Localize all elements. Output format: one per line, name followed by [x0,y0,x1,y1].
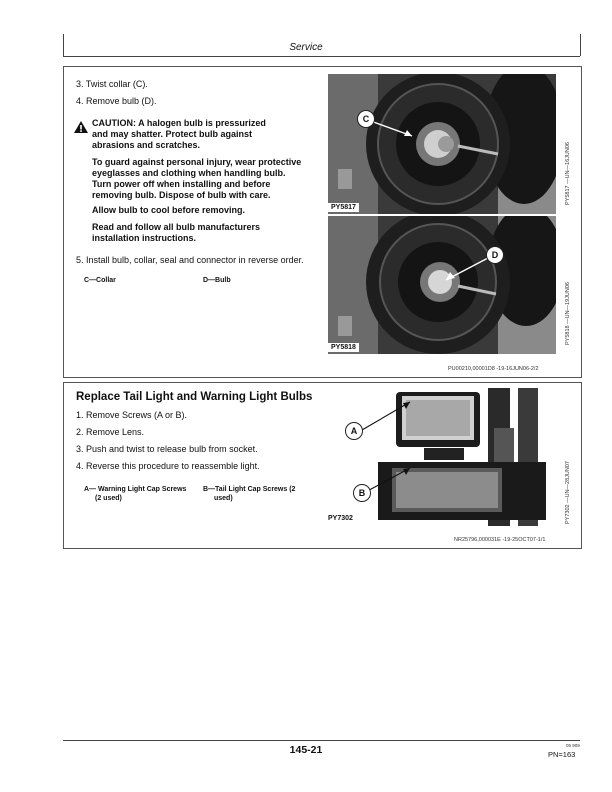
photo-id-py5817: PY5817 [328,203,359,212]
legend-warning-light [84,485,186,503]
caution-paragraph-4 [92,222,260,244]
legend-bulb: D—Bulb [203,277,231,284]
photo-side-label: PY5818 —UN—19JUN06 [565,282,571,345]
header-rule [63,56,580,57]
caution-line: abrasions and scratches. [92,140,201,150]
step-2: 2. Remove Lens. [76,427,145,437]
caution-line: Turn power off when installing and before [92,179,271,189]
section-title: Replace Tail Light and Warning Light Bulbs [76,391,313,403]
legend-line: used) [214,495,233,502]
part-number: PN=163 [548,750,576,759]
photo-py5817 [328,74,556,214]
caution-text [92,118,266,129]
reference-code: NR25796,000031E -19-25OCT07-1/1 [454,537,546,543]
photo-side-label: PY7302 —UN—28JUN07 [565,461,571,524]
caution-line: installation instructions. [92,233,197,243]
caution-paragraph-3: Allow bulb to cool before removing. [92,205,246,215]
legend-line: (2 used) [95,495,122,502]
legend-line: A— Warning Light Cap Screws [84,486,187,493]
step-4: 4. Reverse this procedure to reassemble light. [76,461,260,471]
step-3: 3. Twist collar (C). [76,79,148,89]
caution-line: Read and follow all bulb manufacturers [92,222,261,232]
step-3: 3. Push and twist to release bulb from socket. [76,444,258,454]
callout-b: B [353,484,371,502]
photo-id-py7302: PY7302 [328,515,353,522]
page-header-title: Service [289,42,323,53]
caution-line: removing bulb. Dispose of bulb with care. [92,190,271,200]
callout-d: D [486,246,504,264]
legend-tail-light [203,485,295,503]
legend-line: B—Tail Light Cap Screws (2 [203,486,296,493]
callout-a: A [345,422,363,440]
caution-line: CAUTION: A halogen bulb is pressurized [92,118,266,128]
caution-line: and may shatter. Protect bulb against [92,129,253,139]
step-1: 1. Remove Screws (A or B). [76,410,188,420]
caution-line: To guard against personal injury, wear protective [92,157,302,167]
photo-side-label: PY5817 —UN—16JUN06 [565,142,571,205]
caution-text [92,129,252,151]
legend-collar: C—Collar [84,277,116,284]
page-number: 145-21 [289,744,323,756]
headlight-illustration [328,216,556,354]
photo-py5818 [328,216,556,354]
footer-rule [63,740,580,741]
caution-paragraph-2 [92,157,301,201]
caution-line: eyeglasses and clothing when handling bulb. [92,168,286,178]
footer-code: 05 909 [566,743,580,748]
callout-c: C [357,110,375,128]
step-5: 5. Install bulb, collar, seal and connector in reverse order. [76,255,304,265]
warning-triangle-icon [73,120,89,134]
reference-code: PU00210,00001D8 -19-16JUN06-2/2 [448,366,539,372]
headlight-illustration [328,74,556,214]
photo-id-py5818: PY5818 [328,343,359,352]
step-4: 4. Remove bulb (D). [76,96,157,106]
